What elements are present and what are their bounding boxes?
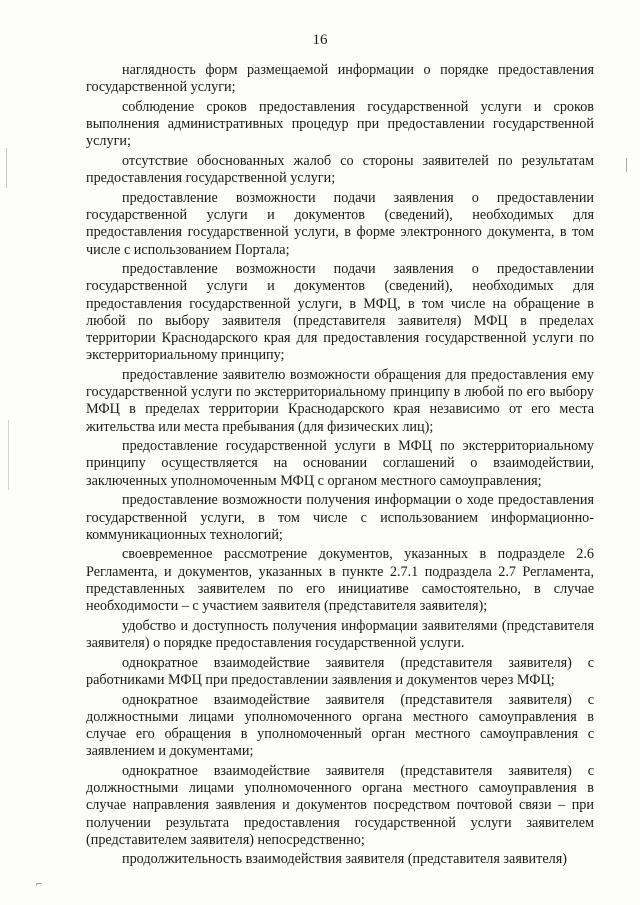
paragraph: предоставление государственной услуги в МФЦ по экстерриториальному принципу осуществляется на основании соглашений о взаимодействии, заключенных уполномоченным МФЦ с органом местного самоуправления; [86,438,594,489]
scan-artifact-mark [626,158,627,172]
scan-corner-mark: ⌐ [36,878,43,890]
paragraph: однократное взаимодействие заявителя (представителя заявителя) с работниками МФЦ при предоставлении заявления и документов через МФЦ; [86,654,594,688]
paragraph: отсутствие обоснованных жалоб со стороны заявителей по результатам предоставления государственной услуги; [86,153,594,187]
paragraph: однократное взаимодействие заявителя (представителя заявителя) с должностными лицами уполномоченного органа местного самоуправления в случае его обращения в уполномоченный орган местного самоуправления с заявлением и документами; [86,691,594,760]
paragraph: предоставление возможности получения информации о ходе предоставления государственной услуги, в том числе с использованием информационно-коммуникационных технологий; [86,492,594,543]
paragraph: предоставление возможности подачи заявления о предоставлении государственной услуги и документов (сведений), необходимых для предоставления государственной услуги, в форме электронного документа, в том числе с использованием Портала; [86,189,594,258]
scan-artifact-mark [6,148,7,188]
paragraph: предоставление возможности подачи заявления о предоставлении государственной услуги и документов (сведений), необходимых для предоставления государственной услуги, в МФЦ, в том числе на обращение в любой по выбору заявителя (представителя заявителя) МФЦ в пределах территории Краснодарского края для предоставления государственной услуги по экстерриториальному принципу; [86,261,594,364]
paragraph: своевременное рассмотрение документов, указанных в подразделе 2.6 Регламента, и документов, указанных в пункте 2.7.1 подраздела 2.7 Регламента, представленных заявителем по его инициативе самостоятельно, в случае необходимости – с участием заявителя (представителя заявителя); [86,546,594,615]
scan-artifact-mark [8,420,9,490]
paragraph: наглядность форм размещаемой информации о порядке предоставления государственной услуги; [86,62,594,96]
paragraph: однократное взаимодействие заявителя (представителя заявителя) с должностными лицами уполномоченного органа местного самоуправления в случае направления заявления и документов посредством почтовой связи – при получении результата предоставления государственной услуги заявителем (представителем заявителя) непосредственно; [86,762,594,848]
paragraph: продолжительность взаимодействия заявителя (представителя заявителя) [122,851,567,868]
paragraph: соблюдение сроков предоставления государственной услуги и сроков выполнения административных процедур при предоставлении государственной услуги; [86,98,594,150]
document-body [86,62,594,871]
page-number: 16 [312,32,328,48]
paragraph: удобство и доступность получения информации заявителями (представителя заявителя) о порядке предоставления государственной услуги. [86,617,594,651]
paragraph: предоставление заявителю возможности обращения для предоставления ему государственной услуги по экстерриториальному принципу в любой по его выбору МФЦ в пределах территории Краснодарского края независимо от его места жительства или места пребывания (для физических лиц); [86,366,594,435]
